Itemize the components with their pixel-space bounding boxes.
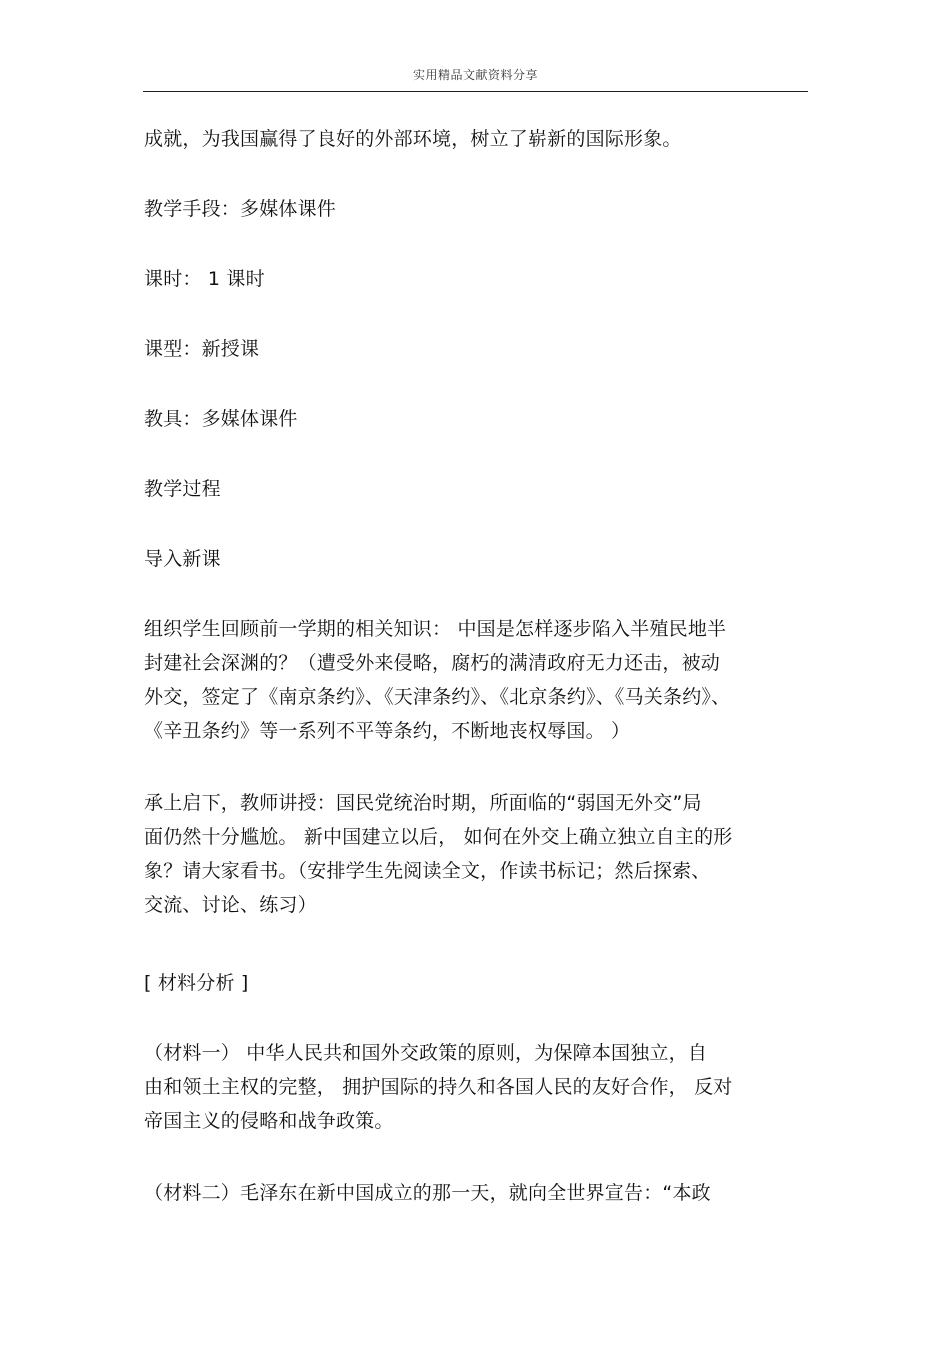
running-header: 实用精品文献资料分享: [412, 68, 538, 82]
text-line: 导入新课: [144, 548, 221, 570]
paragraph-material-one: [144, 1036, 732, 1138]
paragraph-lesson-type: [144, 332, 259, 366]
text-line: 外交，签定了《南京条约》、《天津条约》、《北京条约》、《马关条约》、: [144, 686, 731, 708]
text-line: 帝国主义的侵略和战争政策。: [144, 1110, 394, 1132]
text-line: 象？请大家看书。（安排学生先阅读全文，作读书标记；然后探索、: [144, 860, 711, 882]
paragraph-teaching-method: [144, 192, 336, 226]
paragraph-transition: [144, 786, 732, 922]
text-line: 承上启下，教师讲授：国民党统治时期，所面临的“弱国无外交”局: [144, 792, 702, 814]
paragraph-teaching-aids: [144, 402, 298, 436]
text-line: （材料一） 中华人民共和国外交政策的原则，为保障本国独立，自: [144, 1042, 708, 1064]
paragraph-class-hours: [144, 262, 265, 296]
paragraph-review: [144, 612, 730, 748]
text-line: 教具：多媒体课件: [144, 408, 298, 430]
text-line: 封建社会深渊的？（遭受外来侵略，腐朽的满清政府无力还击，被动: [144, 652, 721, 674]
header-divider: [143, 91, 808, 92]
text-line: （材料二）毛泽东在新中国成立的那一天，就向全世界宣告：“本政: [144, 1182, 711, 1204]
text-line: [ 材料分析 ]: [144, 972, 249, 994]
text-line: 由和领土主权的完整， 拥护国际的持久和各国人民的友好合作， 反对: [144, 1076, 733, 1098]
paragraph-material-two: [144, 1176, 711, 1210]
paragraph-achievement: [144, 122, 682, 156]
text-line: 成就，为我国赢得了良好的外部环境，树立了崭新的国际形象。: [144, 128, 682, 150]
text-line: 教学过程: [144, 478, 221, 500]
text-line: 课时： 1 课时: [144, 268, 265, 290]
text-line: 课型：新授课: [144, 338, 260, 360]
text-line: 交流、讨论、练习）: [144, 894, 317, 916]
heading-introduction: [144, 542, 221, 576]
heading-material-analysis: [144, 966, 249, 1000]
text-line: 《辛丑条约》等一系列不平等条约，不断地丧权辱国。 ）: [144, 720, 631, 742]
text-line: 面仍然十分尴尬。 新中国建立以后， 如何在外交上确立独立自主的形: [144, 826, 733, 848]
text-line: 教学手段：多媒体课件: [144, 198, 337, 220]
text-line: 组织学生回顾前一学期的相关知识： 中国是怎样逐步陷入半殖民地半: [144, 618, 727, 640]
heading-teaching-process: [144, 472, 221, 506]
